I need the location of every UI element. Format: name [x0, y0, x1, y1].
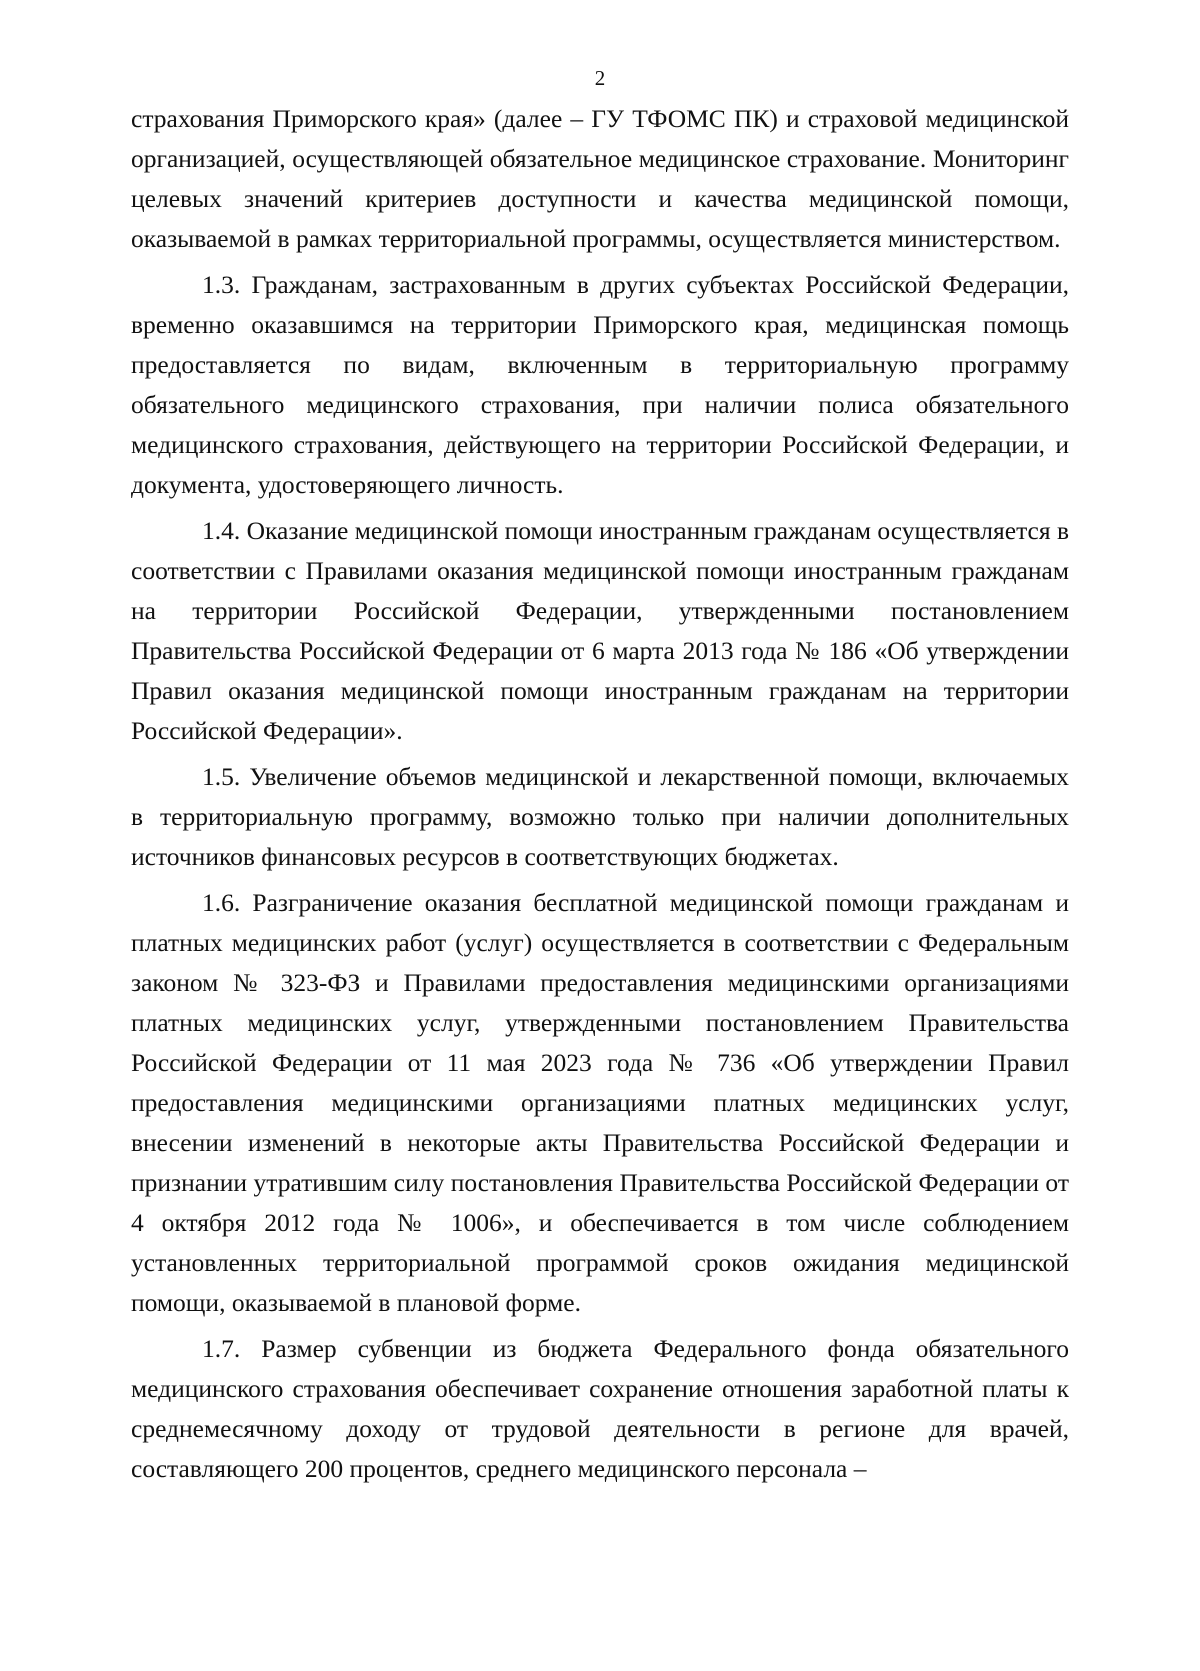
paragraph-continuation: страхования Приморского края» (далее – ГУ ТФОМС ПК) и страховой медицинской организацией, осуществляющей обязательное медицинское страхование. Мониторинг целевых значений критериев доступности и качества медицинской помощи, оказываемой в рамках территориальной программы, осуществляется министерством. [131, 104, 1069, 253]
page-number: 2 [594, 66, 606, 90]
document-body [131, 93, 1069, 1489]
paragraph-1-7: 1.7. Размер субвенции из бюджета Федерального фонда обязательного медицинского страхования обеспечивает сохранение отношения заработной платы к среднемесячному доходу от трудовой деятельности в регионе для врачей, составляющего 200 процентов, среднего медицинского персонала – [131, 1334, 1069, 1483]
paragraph-1-3: 1.3. Гражданам, застрахованным в других субъектах Российской Федерации, временно оказавшимся на территории Приморского края, медицинская помощь предоставляется по видам, включенным в территориальную программу обязательного медицинского страхования, при наличии полиса обязательного медицинского страхования, действующего на территории Российской Федерации, и документа, удостоверяющего личность. [131, 270, 1069, 499]
paragraph-1-5: 1.5. Увеличение объемов медицинской и лекарственной помощи, включаемых в территориальную программу, возможно только при наличии дополнительных источников финансовых ресурсов в соответствующих бюджетах. [131, 762, 1069, 871]
paragraph-1-6: 1.6. Разграничение оказания бесплатной медицинской помощи гражданам и платных медицинских работ (услуг) осуществляется в соответствии с Федеральным законом № 323-ФЗ и Правилами предоставления медицинскими организациями платных медицинских услуг, утвержденными постановлением Правительства Российской Федерации от 11 мая 2023 года № 736 «Об утверждении Правил предоставления медицинскими организациями платных медицинских услуг, внесении изменений в некоторые акты Правительства Российской Федерации и признании утратившим силу постановления Правительства Российской Федерации от 4 октября 2012 года № 1006», и обеспечивается в том числе соблюдением установленных территориальной программой сроков ожидания медицинской помощи, оказываемой в плановой форме. [131, 888, 1069, 1317]
paragraph-1-4: 1.4. Оказание медицинской помощи иностранным гражданам осуществляется в соответствии с Правилами оказания медицинской помощи иностранным гражданам на территории Российской Федерации, утвержденными постановлением Правительства Российской Федерации от 6 марта 2013 года № 186 «Об утверждении Правил оказания медицинской помощи иностранным гражданам на территории Российской Федерации». [131, 516, 1069, 745]
